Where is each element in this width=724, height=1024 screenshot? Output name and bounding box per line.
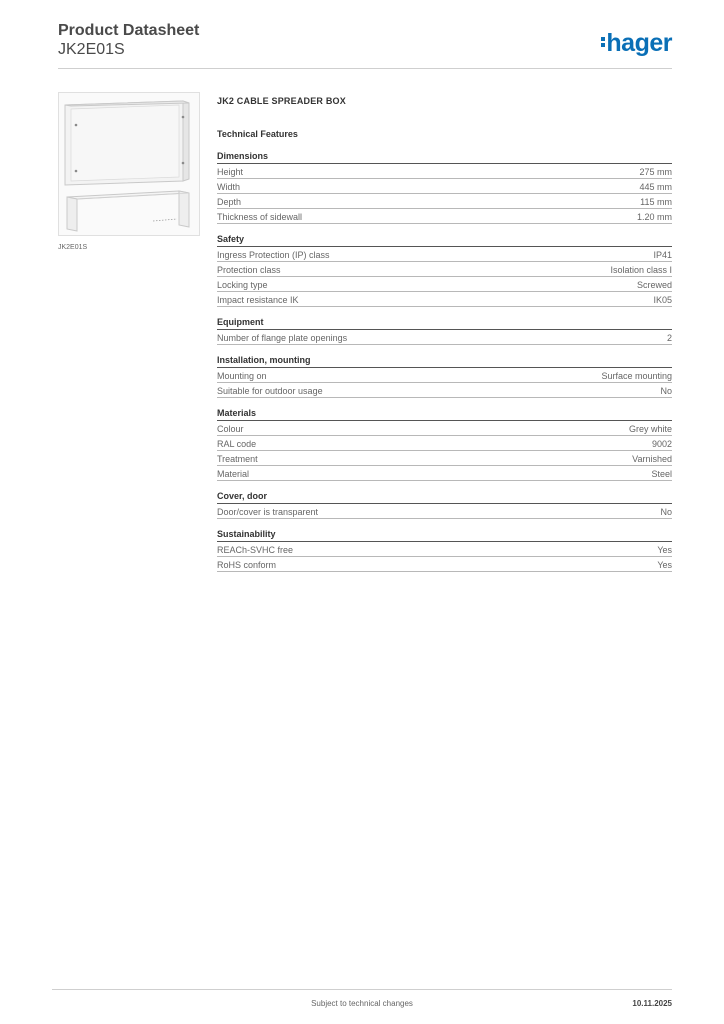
- spec-value: No: [660, 386, 672, 396]
- spec-row: [217, 292, 672, 307]
- spec-label: Impact resistance IK: [217, 295, 299, 305]
- product-code: JK2E01S: [58, 41, 125, 58]
- spec-row: [217, 383, 672, 398]
- spec-section: [217, 355, 672, 398]
- spec-label: Height: [217, 167, 244, 177]
- section-title: Installation, mounting: [217, 355, 672, 368]
- spec-row: [217, 436, 672, 451]
- section-title: Materials: [217, 408, 672, 421]
- section-title: Equipment: [217, 317, 672, 330]
- spec-value: Surface mounting: [601, 371, 672, 381]
- spec-label: Width: [217, 182, 241, 192]
- spec-label: Material: [217, 469, 250, 479]
- spec-value: Screwed: [636, 280, 672, 290]
- spec-value: IP41: [653, 250, 672, 260]
- spec-row: [217, 164, 672, 179]
- spec-value: Varnished: [632, 454, 672, 464]
- image-caption: JK2E01S: [58, 244, 88, 251]
- section-title: Sustainability: [217, 529, 672, 542]
- section-title: Cover, door: [217, 491, 672, 504]
- hager-logo: [601, 30, 672, 56]
- spec-label: Locking type: [217, 280, 268, 290]
- spec-row: [217, 330, 672, 345]
- spec-label: Suitable for outdoor usage: [217, 386, 323, 396]
- spec-value: Grey white: [628, 424, 672, 434]
- spec-section: [217, 408, 672, 481]
- spec-label: Thickness of sidewall: [217, 212, 303, 222]
- page-header: [58, 21, 672, 59]
- spec-value: Yes: [657, 545, 672, 555]
- spec-row: [217, 451, 672, 466]
- spec-label: Mounting on: [217, 371, 267, 381]
- spec-label: Door/cover is transparent: [217, 507, 319, 517]
- spec-section: [217, 234, 672, 307]
- footer-divider: [52, 989, 672, 990]
- spec-row: [217, 179, 672, 194]
- spec-value: 1.20 mm: [636, 212, 672, 222]
- spec-value: Isolation class I: [610, 265, 672, 275]
- logo-text: hager: [606, 29, 672, 57]
- spec-value: 2: [666, 333, 672, 343]
- spec-row: [217, 542, 672, 557]
- spec-row: [217, 504, 672, 519]
- spec-value: Steel: [651, 469, 672, 479]
- product-name: JK2 CABLE SPREADER BOX: [217, 96, 346, 106]
- spec-row: [217, 368, 672, 383]
- spec-label: RoHS conform: [217, 560, 277, 570]
- spec-label: Ingress Protection (IP) class: [217, 250, 330, 260]
- spec-section: [217, 317, 672, 345]
- spec-value: 9002: [651, 439, 672, 449]
- spec-row: [217, 277, 672, 292]
- spec-value: Yes: [657, 560, 672, 570]
- spec-value: 275 mm: [639, 167, 672, 177]
- logo-dots-icon: [601, 35, 605, 49]
- technical-features-heading: Technical Features: [217, 129, 298, 139]
- page-title: Product Datasheet: [58, 22, 200, 39]
- spec-sections: [217, 151, 672, 572]
- footer-note: Subject to technical changes: [311, 999, 413, 1008]
- footer-date: 10.11.2025: [632, 999, 672, 1008]
- spec-row: [217, 466, 672, 481]
- spec-value: No: [660, 507, 672, 517]
- spec-row: [217, 194, 672, 209]
- spec-value: 445 mm: [639, 182, 672, 192]
- spec-label: Treatment: [217, 454, 258, 464]
- spec-label: Number of flange plate openings: [217, 333, 348, 343]
- spec-label: Protection class: [217, 265, 281, 275]
- spec-label: REACh-SVHC free: [217, 545, 294, 555]
- spec-row: [217, 209, 672, 224]
- product-image: [58, 92, 200, 236]
- section-title: Safety: [217, 234, 672, 247]
- spec-section: [217, 151, 672, 224]
- spec-label: Depth: [217, 197, 242, 207]
- cable-box-illustration: [59, 93, 199, 235]
- spec-value: IK05: [653, 295, 672, 305]
- spec-row: [217, 421, 672, 436]
- spec-section: [217, 529, 672, 572]
- spec-value: 115 mm: [640, 197, 672, 207]
- spec-label: Colour: [217, 424, 244, 434]
- section-title: Dimensions: [217, 151, 672, 164]
- spec-content: [217, 96, 672, 582]
- spec-section: [217, 491, 672, 519]
- spec-row: [217, 262, 672, 277]
- spec-row: [217, 557, 672, 572]
- spec-row: [217, 247, 672, 262]
- header-divider: [58, 68, 672, 69]
- spec-label: RAL code: [217, 439, 257, 449]
